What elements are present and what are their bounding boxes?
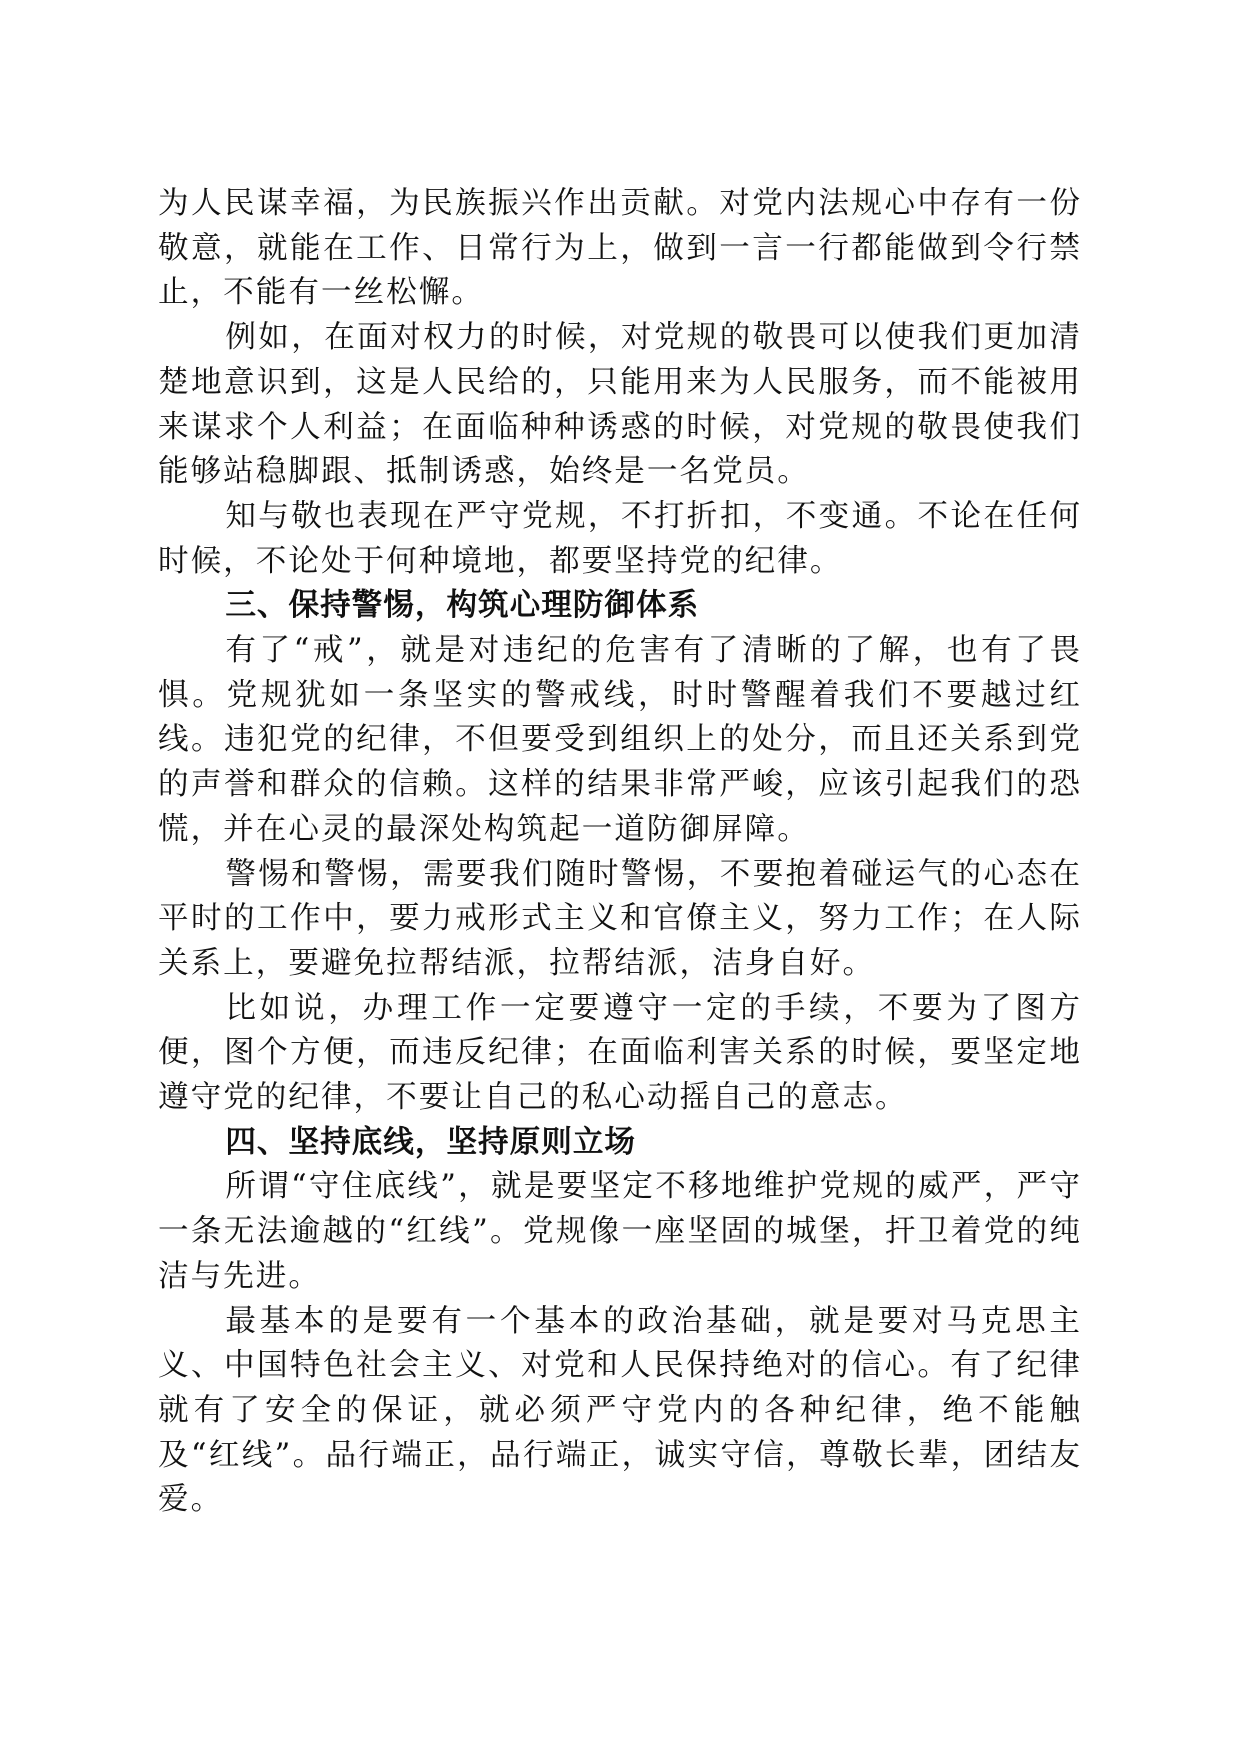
paragraph-5: 警惕和警惕，需要我们随时警惕，不要抱着碰运气的心态在平时的工作中，要力戒形式主义和官僚主义，努力工作；在人际关系上，要避免拉帮结派，拉帮结派，洁身自好。	[158, 856, 1082, 981]
paragraph-8: 最基本的是要有一个基本的政治基础，就是要对马克思主义、中国特色社会主义、对党和人民保持绝对的信心。有了纪律就有了安全的保证，就必须严守党内的各种纪律，绝不能触及“红线”。品行端正，品行端正，诚实守信，尊敬长辈，团结友爱。	[158, 1303, 1082, 1518]
document-page	[158, 182, 1082, 1523]
paragraph-3: 知与敬也表现在严守党规，不打折扣，不变通。不论在任何时候，不论处于何种境地，都要坚持党的纪律。	[158, 498, 1082, 579]
paragraph-6: 比如说，办理工作一定要遵守一定的手续，不要为了图方便，图个方便，而违反纪律；在面临利害关系的时候，要坚定地遵守党的纪律，不要让自己的私心动摇自己的意志。	[158, 990, 1082, 1116]
paragraph-1: 为人民谋幸福，为民族振兴作出贡献。对党内法规心中存有一份敬意，就能在工作、日常行为上，做到一言一行都能做到令行禁止，不能有一丝松懈。	[158, 186, 1082, 311]
section-heading-3: 三、保持警惕，构筑心理防御体系	[225, 588, 700, 624]
paragraph-2: 例如，在面对权力的时候，对党规的敬畏可以使我们更加清楚地意识到，这是人民给的，只能用来为人民服务，而不能被用来谋求个人利益；在面临种种诱惑的时候，对党规的敬畏使我们能够站稳脚跟、抵制诱惑，始终是一名党员。	[158, 320, 1082, 490]
section-heading-4: 四、坚持底线，坚持原则立场	[225, 1124, 637, 1160]
paragraph-4: 有了“戒”，就是对违纪的危害有了清晰的了解，也有了畏惧。党规犹如一条坚实的警戒线，时时警醒着我们不要越过红线。违犯党的纪律，不但要受到组织上的处分，而且还关系到党的声誉和群众的信赖。这样的结果非常严峻，应该引起我们的恐慌，并在心灵的最深处构筑起一道防御屏障。	[158, 633, 1082, 847]
paragraph-7: 所谓“守住底线”，就是要坚定不移地维护党规的威严，严守一条无法逾越的“红线”。党规像一座坚固的城堡，扞卫着党的纯洁与先进。	[158, 1169, 1082, 1294]
